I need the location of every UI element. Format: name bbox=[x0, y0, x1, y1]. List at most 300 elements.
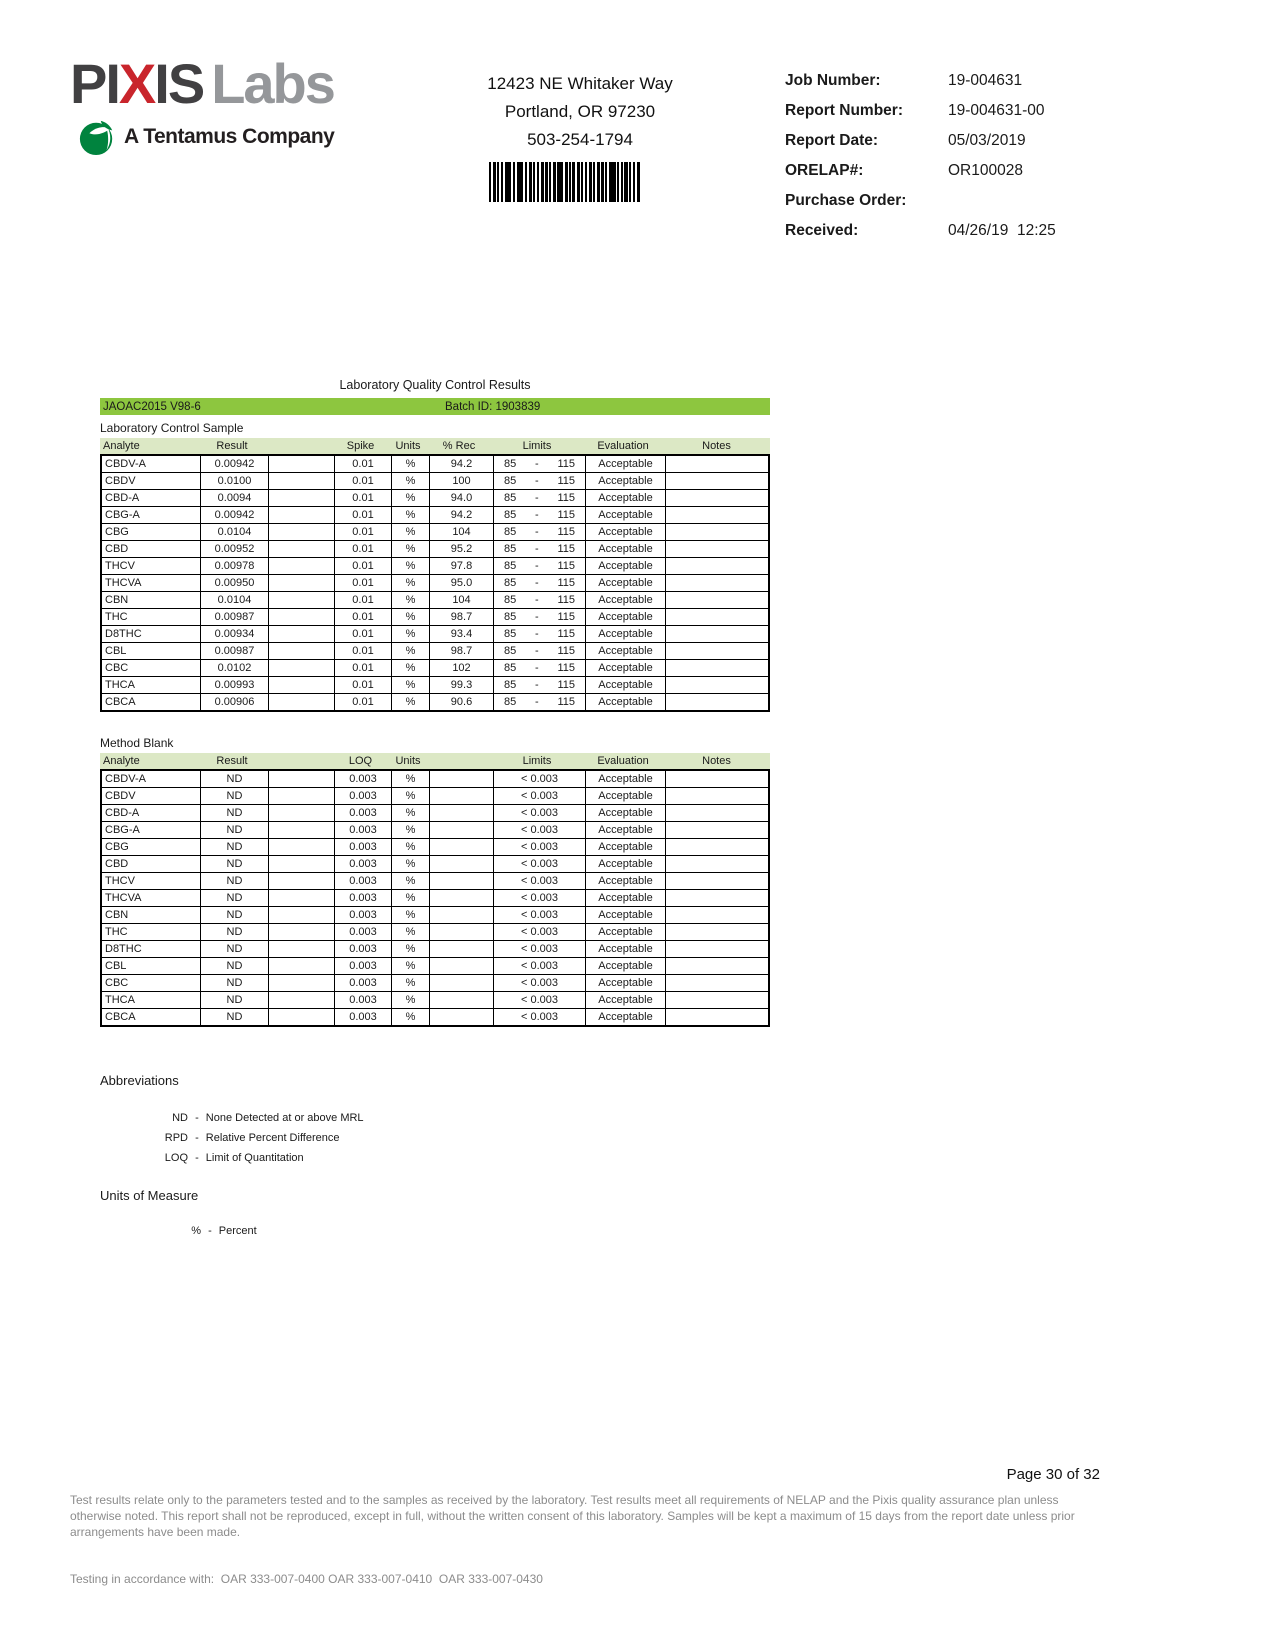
cell-evaluation: Acceptable bbox=[585, 822, 665, 838]
cell-units: % bbox=[391, 941, 429, 957]
cell-result: 0.00987 bbox=[200, 609, 268, 625]
abbreviation-meaning: Limit of Quantitation bbox=[205, 1152, 304, 1164]
cell-spike: 0.01 bbox=[334, 456, 391, 472]
cell-limits: 85 - 115 bbox=[493, 507, 585, 523]
report-info-label: Job Number: bbox=[785, 72, 881, 89]
col-analyte: Analyte bbox=[103, 440, 140, 452]
cell-units: % bbox=[391, 694, 429, 710]
cell-rec: 95.2 bbox=[429, 541, 493, 557]
cell-notes bbox=[665, 975, 772, 991]
cell-result: ND bbox=[200, 856, 268, 872]
cell-rec: 98.7 bbox=[429, 609, 493, 625]
cell-units: % bbox=[391, 958, 429, 974]
mb-table-body bbox=[100, 769, 770, 1027]
cell-limits: < 0.003 bbox=[493, 839, 585, 855]
cell-limits: < 0.003 bbox=[493, 1009, 585, 1025]
cell-loq: 0.003 bbox=[334, 890, 391, 906]
col-evaluation: Evaluation bbox=[597, 755, 649, 767]
abbreviation-dash: - bbox=[195, 1152, 199, 1164]
logo-wordmark: PIXIS Labs bbox=[70, 52, 334, 115]
cell-result: 0.0094 bbox=[200, 490, 268, 506]
abbreviation-meaning: None Detected at or above MRL bbox=[205, 1112, 364, 1124]
cell-limits: 85 - 115 bbox=[493, 592, 585, 608]
cell-rec bbox=[429, 924, 493, 940]
cell-spike: 0.01 bbox=[334, 473, 391, 489]
cell-analyte: CBG-A bbox=[105, 509, 140, 521]
cell-analyte: THC bbox=[105, 926, 128, 938]
cell-result: 0.0100 bbox=[200, 473, 268, 489]
cell-limits: < 0.003 bbox=[493, 805, 585, 821]
cell-analyte: THCA bbox=[105, 679, 135, 691]
cell-limits: < 0.003 bbox=[493, 788, 585, 804]
cell-evaluation: Acceptable bbox=[585, 941, 665, 957]
report-info-row bbox=[785, 100, 1056, 121]
cell-notes bbox=[665, 456, 772, 472]
cell-notes bbox=[665, 839, 772, 855]
cell-rec bbox=[429, 856, 493, 872]
mb-section-label: Method Blank bbox=[100, 736, 174, 750]
cell-result: 0.00934 bbox=[200, 626, 268, 642]
table-row bbox=[102, 591, 768, 608]
cell-rec bbox=[429, 958, 493, 974]
cell-result: ND bbox=[200, 805, 268, 821]
cell-spike: 0.01 bbox=[334, 575, 391, 591]
cell-evaluation: Acceptable bbox=[585, 660, 665, 676]
cell-evaluation: Acceptable bbox=[585, 805, 665, 821]
cell-units: % bbox=[391, 660, 429, 676]
cell-limits: 85 - 115 bbox=[493, 456, 585, 472]
report-info-label: Report Number: bbox=[785, 102, 903, 119]
cell-result: ND bbox=[200, 924, 268, 940]
cell-evaluation: Acceptable bbox=[585, 924, 665, 940]
cell-loq: 0.003 bbox=[334, 839, 391, 855]
cell-analyte: CBG bbox=[105, 526, 129, 538]
abbreviation-dash: - bbox=[195, 1112, 199, 1124]
cell-notes bbox=[665, 626, 772, 642]
cell-limits: 85 - 115 bbox=[493, 490, 585, 506]
method-batch-bar bbox=[100, 398, 770, 415]
address-line-2: Portland, OR 97230 bbox=[504, 102, 656, 121]
lab-address bbox=[420, 70, 740, 154]
cell-blank bbox=[268, 524, 334, 540]
cell-evaluation: Acceptable bbox=[585, 958, 665, 974]
cell-blank bbox=[268, 660, 334, 676]
cell-result: 0.00942 bbox=[200, 507, 268, 523]
cell-limits: < 0.003 bbox=[493, 958, 585, 974]
cell-evaluation: Acceptable bbox=[585, 490, 665, 506]
cell-blank bbox=[268, 541, 334, 557]
col-result: Result bbox=[216, 755, 248, 767]
cell-loq: 0.003 bbox=[334, 805, 391, 821]
cell-loq: 0.003 bbox=[334, 907, 391, 923]
table-row bbox=[102, 456, 768, 472]
report-info-value: 05/03/2019 bbox=[948, 132, 1026, 149]
cell-evaluation: Acceptable bbox=[585, 856, 665, 872]
cell-units: % bbox=[391, 907, 429, 923]
abbreviation-key: RPD bbox=[164, 1132, 188, 1144]
cell-notes bbox=[665, 873, 772, 889]
table-row bbox=[102, 574, 768, 591]
cell-analyte: CBDV bbox=[105, 475, 136, 487]
cell-limits: < 0.003 bbox=[493, 771, 585, 787]
cell-blank bbox=[268, 507, 334, 523]
cell-spike: 0.01 bbox=[334, 694, 391, 710]
cell-units: % bbox=[391, 975, 429, 991]
cell-notes bbox=[665, 958, 772, 974]
cell-result: 0.00950 bbox=[200, 575, 268, 591]
cell-evaluation: Acceptable bbox=[585, 677, 665, 693]
report-info-row bbox=[785, 70, 1056, 91]
cell-rec bbox=[429, 839, 493, 855]
cell-evaluation: Acceptable bbox=[585, 975, 665, 991]
cell-blank bbox=[268, 1009, 334, 1025]
cell-notes bbox=[665, 788, 772, 804]
table-row bbox=[102, 659, 768, 676]
col-spike: Spike bbox=[346, 440, 375, 452]
cell-units: % bbox=[391, 856, 429, 872]
cell-limits: 85 - 115 bbox=[493, 694, 585, 710]
cell-spike: 0.01 bbox=[334, 609, 391, 625]
cell-blank bbox=[268, 694, 334, 710]
cell-blank bbox=[268, 771, 334, 787]
cell-analyte: D8THC bbox=[105, 628, 142, 640]
cell-result: 0.00952 bbox=[200, 541, 268, 557]
cell-evaluation: Acceptable bbox=[585, 788, 665, 804]
cell-rec bbox=[429, 805, 493, 821]
cell-limits: 85 - 115 bbox=[493, 558, 585, 574]
cell-blank bbox=[268, 924, 334, 940]
cell-analyte: CBG bbox=[105, 841, 129, 853]
table-row bbox=[102, 557, 768, 574]
units-of-measure-heading: Units of Measure bbox=[100, 1188, 199, 1203]
cell-loq: 0.003 bbox=[334, 958, 391, 974]
cell-notes bbox=[665, 992, 772, 1008]
table-row bbox=[102, 523, 768, 540]
address-line-1: 12423 NE Whitaker Way bbox=[487, 74, 673, 93]
cell-limits: < 0.003 bbox=[493, 924, 585, 940]
cell-evaluation: Acceptable bbox=[585, 575, 665, 591]
cell-limits: 85 - 115 bbox=[493, 541, 585, 557]
cell-spike: 0.01 bbox=[334, 507, 391, 523]
report-info-block bbox=[785, 70, 1056, 250]
cell-result: ND bbox=[200, 975, 268, 991]
cell-evaluation: Acceptable bbox=[585, 473, 665, 489]
cell-analyte: CBCA bbox=[105, 1011, 136, 1023]
lcs-section-label: Laboratory Control Sample bbox=[100, 421, 244, 435]
cell-result: ND bbox=[200, 958, 268, 974]
cell-evaluation: Acceptable bbox=[585, 507, 665, 523]
cell-loq: 0.003 bbox=[334, 873, 391, 889]
abbreviation-item bbox=[162, 1152, 770, 1172]
cell-rec bbox=[429, 771, 493, 787]
col-result: Result bbox=[216, 440, 248, 452]
cell-result: 0.00906 bbox=[200, 694, 268, 710]
cell-limits: 85 - 115 bbox=[493, 677, 585, 693]
cell-analyte: CBCA bbox=[105, 696, 136, 708]
cell-limits: 85 - 115 bbox=[493, 473, 585, 489]
cell-notes bbox=[665, 575, 772, 591]
cell-rec: 98.7 bbox=[429, 643, 493, 659]
cell-result: 0.00993 bbox=[200, 677, 268, 693]
cell-evaluation: Acceptable bbox=[585, 992, 665, 1008]
cell-notes bbox=[665, 1009, 772, 1025]
cell-spike: 0.01 bbox=[334, 524, 391, 540]
cell-evaluation: Acceptable bbox=[585, 541, 665, 557]
cell-notes bbox=[665, 771, 772, 787]
abbreviation-key: % bbox=[191, 1225, 201, 1237]
cell-notes bbox=[665, 507, 772, 523]
cell-notes bbox=[665, 907, 772, 923]
cell-rec: 93.4 bbox=[429, 626, 493, 642]
batch-id: Batch ID: 1903839 bbox=[445, 400, 541, 413]
cell-analyte: THCVA bbox=[105, 577, 142, 589]
cell-notes bbox=[665, 822, 772, 838]
cell-analyte: CBDV-A bbox=[105, 773, 146, 785]
cell-analyte: CBN bbox=[105, 594, 129, 606]
cell-units: % bbox=[391, 822, 429, 838]
report-info-value: OR100028 bbox=[948, 162, 1023, 179]
cell-analyte: CBG-A bbox=[105, 824, 140, 836]
cell-loq: 0.003 bbox=[334, 822, 391, 838]
cell-blank bbox=[268, 822, 334, 838]
abbreviation-meaning: Relative Percent Difference bbox=[205, 1132, 340, 1144]
abbreviation-item bbox=[162, 1112, 770, 1132]
report-info-label: Report Date: bbox=[785, 132, 879, 149]
col-units: Units bbox=[395, 755, 421, 767]
cell-evaluation: Acceptable bbox=[585, 907, 665, 923]
cell-analyte: THCA bbox=[105, 994, 135, 1006]
col-notes: Notes bbox=[702, 440, 731, 452]
abbreviations-heading: Abbreviations bbox=[100, 1073, 179, 1088]
cell-evaluation: Acceptable bbox=[585, 592, 665, 608]
cell-rec: 90.6 bbox=[429, 694, 493, 710]
table-row bbox=[102, 787, 768, 804]
table-row bbox=[102, 923, 768, 940]
cell-spike: 0.01 bbox=[334, 490, 391, 506]
cell-evaluation: Acceptable bbox=[585, 626, 665, 642]
table-row bbox=[102, 974, 768, 991]
cell-notes bbox=[665, 592, 772, 608]
cell-spike: 0.01 bbox=[334, 643, 391, 659]
col-rec bbox=[427, 753, 491, 769]
address-phone: 503-254-1794 bbox=[527, 130, 633, 149]
abbreviations-list bbox=[162, 1112, 770, 1172]
cell-units: % bbox=[391, 839, 429, 855]
abbreviation-key: ND bbox=[172, 1112, 188, 1124]
cell-blank bbox=[268, 626, 334, 642]
table-row bbox=[102, 625, 768, 642]
cell-analyte: CBDV bbox=[105, 790, 136, 802]
table-row bbox=[102, 957, 768, 974]
col-limits: Limits bbox=[522, 755, 552, 767]
cell-units: % bbox=[391, 788, 429, 804]
cell-rec: 102 bbox=[429, 660, 493, 676]
cell-units: % bbox=[391, 924, 429, 940]
cell-spike: 0.01 bbox=[334, 677, 391, 693]
cell-result: ND bbox=[200, 822, 268, 838]
cell-loq: 0.003 bbox=[334, 788, 391, 804]
report-info-value: 04/26/19 12:25 bbox=[948, 222, 1056, 239]
table-row bbox=[102, 472, 768, 489]
cell-limits: 85 - 115 bbox=[493, 609, 585, 625]
cell-blank bbox=[268, 907, 334, 923]
col-evaluation: Evaluation bbox=[597, 440, 649, 452]
cell-blank bbox=[268, 609, 334, 625]
cell-notes bbox=[665, 660, 772, 676]
cell-limits: < 0.003 bbox=[493, 975, 585, 991]
cell-evaluation: Acceptable bbox=[585, 643, 665, 659]
tentamus-leaf-icon bbox=[78, 118, 116, 156]
cell-evaluation: Acceptable bbox=[585, 890, 665, 906]
cell-units: % bbox=[391, 575, 429, 591]
cell-loq: 0.003 bbox=[334, 856, 391, 872]
lcs-table-header bbox=[100, 438, 770, 454]
cell-rec: 104 bbox=[429, 592, 493, 608]
cell-units: % bbox=[391, 873, 429, 889]
cell-analyte: CBC bbox=[105, 662, 129, 674]
cell-rec: 99.3 bbox=[429, 677, 493, 693]
footer-disclaimer: Test results relate only to the parameters tested and to the samples as received by the laboratory. Test results meet all requirements of NELAP and the Pixis quality assurance plan unless otherwise noted. This report shall not be reproduced, except in full, without the written consent of this laboratory. Samples will be kept a maximum of 15 days from the report date unless prior arrangements have been made. bbox=[70, 1493, 1075, 1539]
cell-blank bbox=[268, 788, 334, 804]
cell-analyte: CBD-A bbox=[105, 807, 140, 819]
cell-analyte: CBD bbox=[105, 858, 129, 870]
col-analyte: Analyte bbox=[103, 755, 140, 767]
cell-limits: < 0.003 bbox=[493, 992, 585, 1008]
table-row bbox=[102, 838, 768, 855]
logo-tagline bbox=[78, 118, 334, 156]
cell-notes bbox=[665, 643, 772, 659]
cell-evaluation: Acceptable bbox=[585, 694, 665, 710]
col-loq: LOQ bbox=[348, 755, 373, 767]
cell-limits: 85 - 115 bbox=[493, 643, 585, 659]
cell-notes bbox=[665, 694, 772, 710]
cell-notes bbox=[665, 541, 772, 557]
table-row bbox=[102, 940, 768, 957]
table-row bbox=[102, 506, 768, 523]
cell-result: ND bbox=[200, 941, 268, 957]
cell-units: % bbox=[391, 643, 429, 659]
cell-loq: 0.003 bbox=[334, 1009, 391, 1025]
cell-units: % bbox=[391, 626, 429, 642]
logo-x-letter: X bbox=[118, 52, 155, 115]
col-units: Units bbox=[395, 440, 421, 452]
cell-units: % bbox=[391, 456, 429, 472]
cell-analyte: CBL bbox=[105, 960, 127, 972]
cell-analyte: THCVA bbox=[105, 892, 142, 904]
cell-rec: 94.2 bbox=[429, 456, 493, 472]
report-info-row bbox=[785, 190, 1056, 211]
table-row bbox=[102, 676, 768, 693]
cell-result: ND bbox=[200, 907, 268, 923]
cell-units: % bbox=[391, 592, 429, 608]
cell-limits: < 0.003 bbox=[493, 907, 585, 923]
cell-evaluation: Acceptable bbox=[585, 524, 665, 540]
cell-blank bbox=[268, 805, 334, 821]
cell-spike: 0.01 bbox=[334, 626, 391, 642]
cell-units: % bbox=[391, 541, 429, 557]
col-limits: Limits bbox=[522, 440, 552, 452]
abbreviation-dash: - bbox=[208, 1225, 212, 1237]
cell-limits: < 0.003 bbox=[493, 890, 585, 906]
cell-limits: < 0.003 bbox=[493, 856, 585, 872]
cell-rec bbox=[429, 907, 493, 923]
cell-analyte: CBDV-A bbox=[105, 458, 146, 470]
table-row bbox=[102, 855, 768, 872]
cell-rec bbox=[429, 822, 493, 838]
table-row bbox=[102, 821, 768, 838]
cell-units: % bbox=[391, 490, 429, 506]
cell-result: ND bbox=[200, 890, 268, 906]
cell-blank bbox=[268, 558, 334, 574]
cell-limits: 85 - 115 bbox=[493, 660, 585, 676]
cell-analyte: CBC bbox=[105, 977, 129, 989]
report-info-value: 19-004631 bbox=[948, 72, 1023, 89]
qc-title: Laboratory Quality Control Results bbox=[339, 378, 531, 392]
cell-notes bbox=[665, 609, 772, 625]
table-row bbox=[102, 771, 768, 787]
cell-notes bbox=[665, 941, 772, 957]
report-info-row bbox=[785, 130, 1056, 151]
cell-rec bbox=[429, 1009, 493, 1025]
cell-rec: 94.0 bbox=[429, 490, 493, 506]
cell-evaluation: Acceptable bbox=[585, 456, 665, 472]
cell-result: ND bbox=[200, 839, 268, 855]
cell-units: % bbox=[391, 677, 429, 693]
cell-blank bbox=[268, 677, 334, 693]
units-of-measure-list bbox=[175, 1225, 770, 1245]
cell-result: 0.00987 bbox=[200, 643, 268, 659]
cell-rec: 97.8 bbox=[429, 558, 493, 574]
method-name: JAOAC2015 V98-6 bbox=[103, 400, 201, 413]
cell-blank bbox=[268, 643, 334, 659]
table-row bbox=[102, 991, 768, 1008]
report-info-row bbox=[785, 160, 1056, 181]
abbreviation-meaning: Percent bbox=[218, 1225, 257, 1237]
report-info-row bbox=[785, 220, 1056, 241]
table-row bbox=[102, 489, 768, 506]
table-row bbox=[102, 872, 768, 889]
logo-labs-text: Labs bbox=[211, 52, 334, 115]
footer-testing-accordance: Testing in accordance with: OAR 333-007-0400 OAR 333-007-0410 OAR 333-007-0430 bbox=[70, 1572, 543, 1586]
table-row bbox=[102, 889, 768, 906]
cell-analyte: CBL bbox=[105, 645, 127, 657]
cell-loq: 0.003 bbox=[334, 771, 391, 787]
cell-rec: 104 bbox=[429, 524, 493, 540]
cell-blank bbox=[268, 575, 334, 591]
cell-blank bbox=[268, 958, 334, 974]
cell-evaluation: Acceptable bbox=[585, 873, 665, 889]
pixis-labs-logo bbox=[70, 52, 335, 156]
cell-blank bbox=[268, 490, 334, 506]
tagline-text: A Tentamus Company bbox=[124, 125, 335, 148]
cell-result: 0.00942 bbox=[200, 456, 268, 472]
cell-units: % bbox=[391, 473, 429, 489]
cell-analyte: THC bbox=[105, 611, 128, 623]
table-row bbox=[102, 642, 768, 659]
cell-blank bbox=[268, 456, 334, 472]
cell-spike: 0.01 bbox=[334, 541, 391, 557]
cell-blank bbox=[268, 975, 334, 991]
cell-limits: 85 - 115 bbox=[493, 575, 585, 591]
cell-analyte: CBD bbox=[105, 543, 129, 555]
cell-spike: 0.01 bbox=[334, 660, 391, 676]
cell-result: 0.00978 bbox=[200, 558, 268, 574]
cell-units: % bbox=[391, 609, 429, 625]
cell-units: % bbox=[391, 524, 429, 540]
cell-rec bbox=[429, 788, 493, 804]
cell-result: ND bbox=[200, 1009, 268, 1025]
cell-notes bbox=[665, 924, 772, 940]
